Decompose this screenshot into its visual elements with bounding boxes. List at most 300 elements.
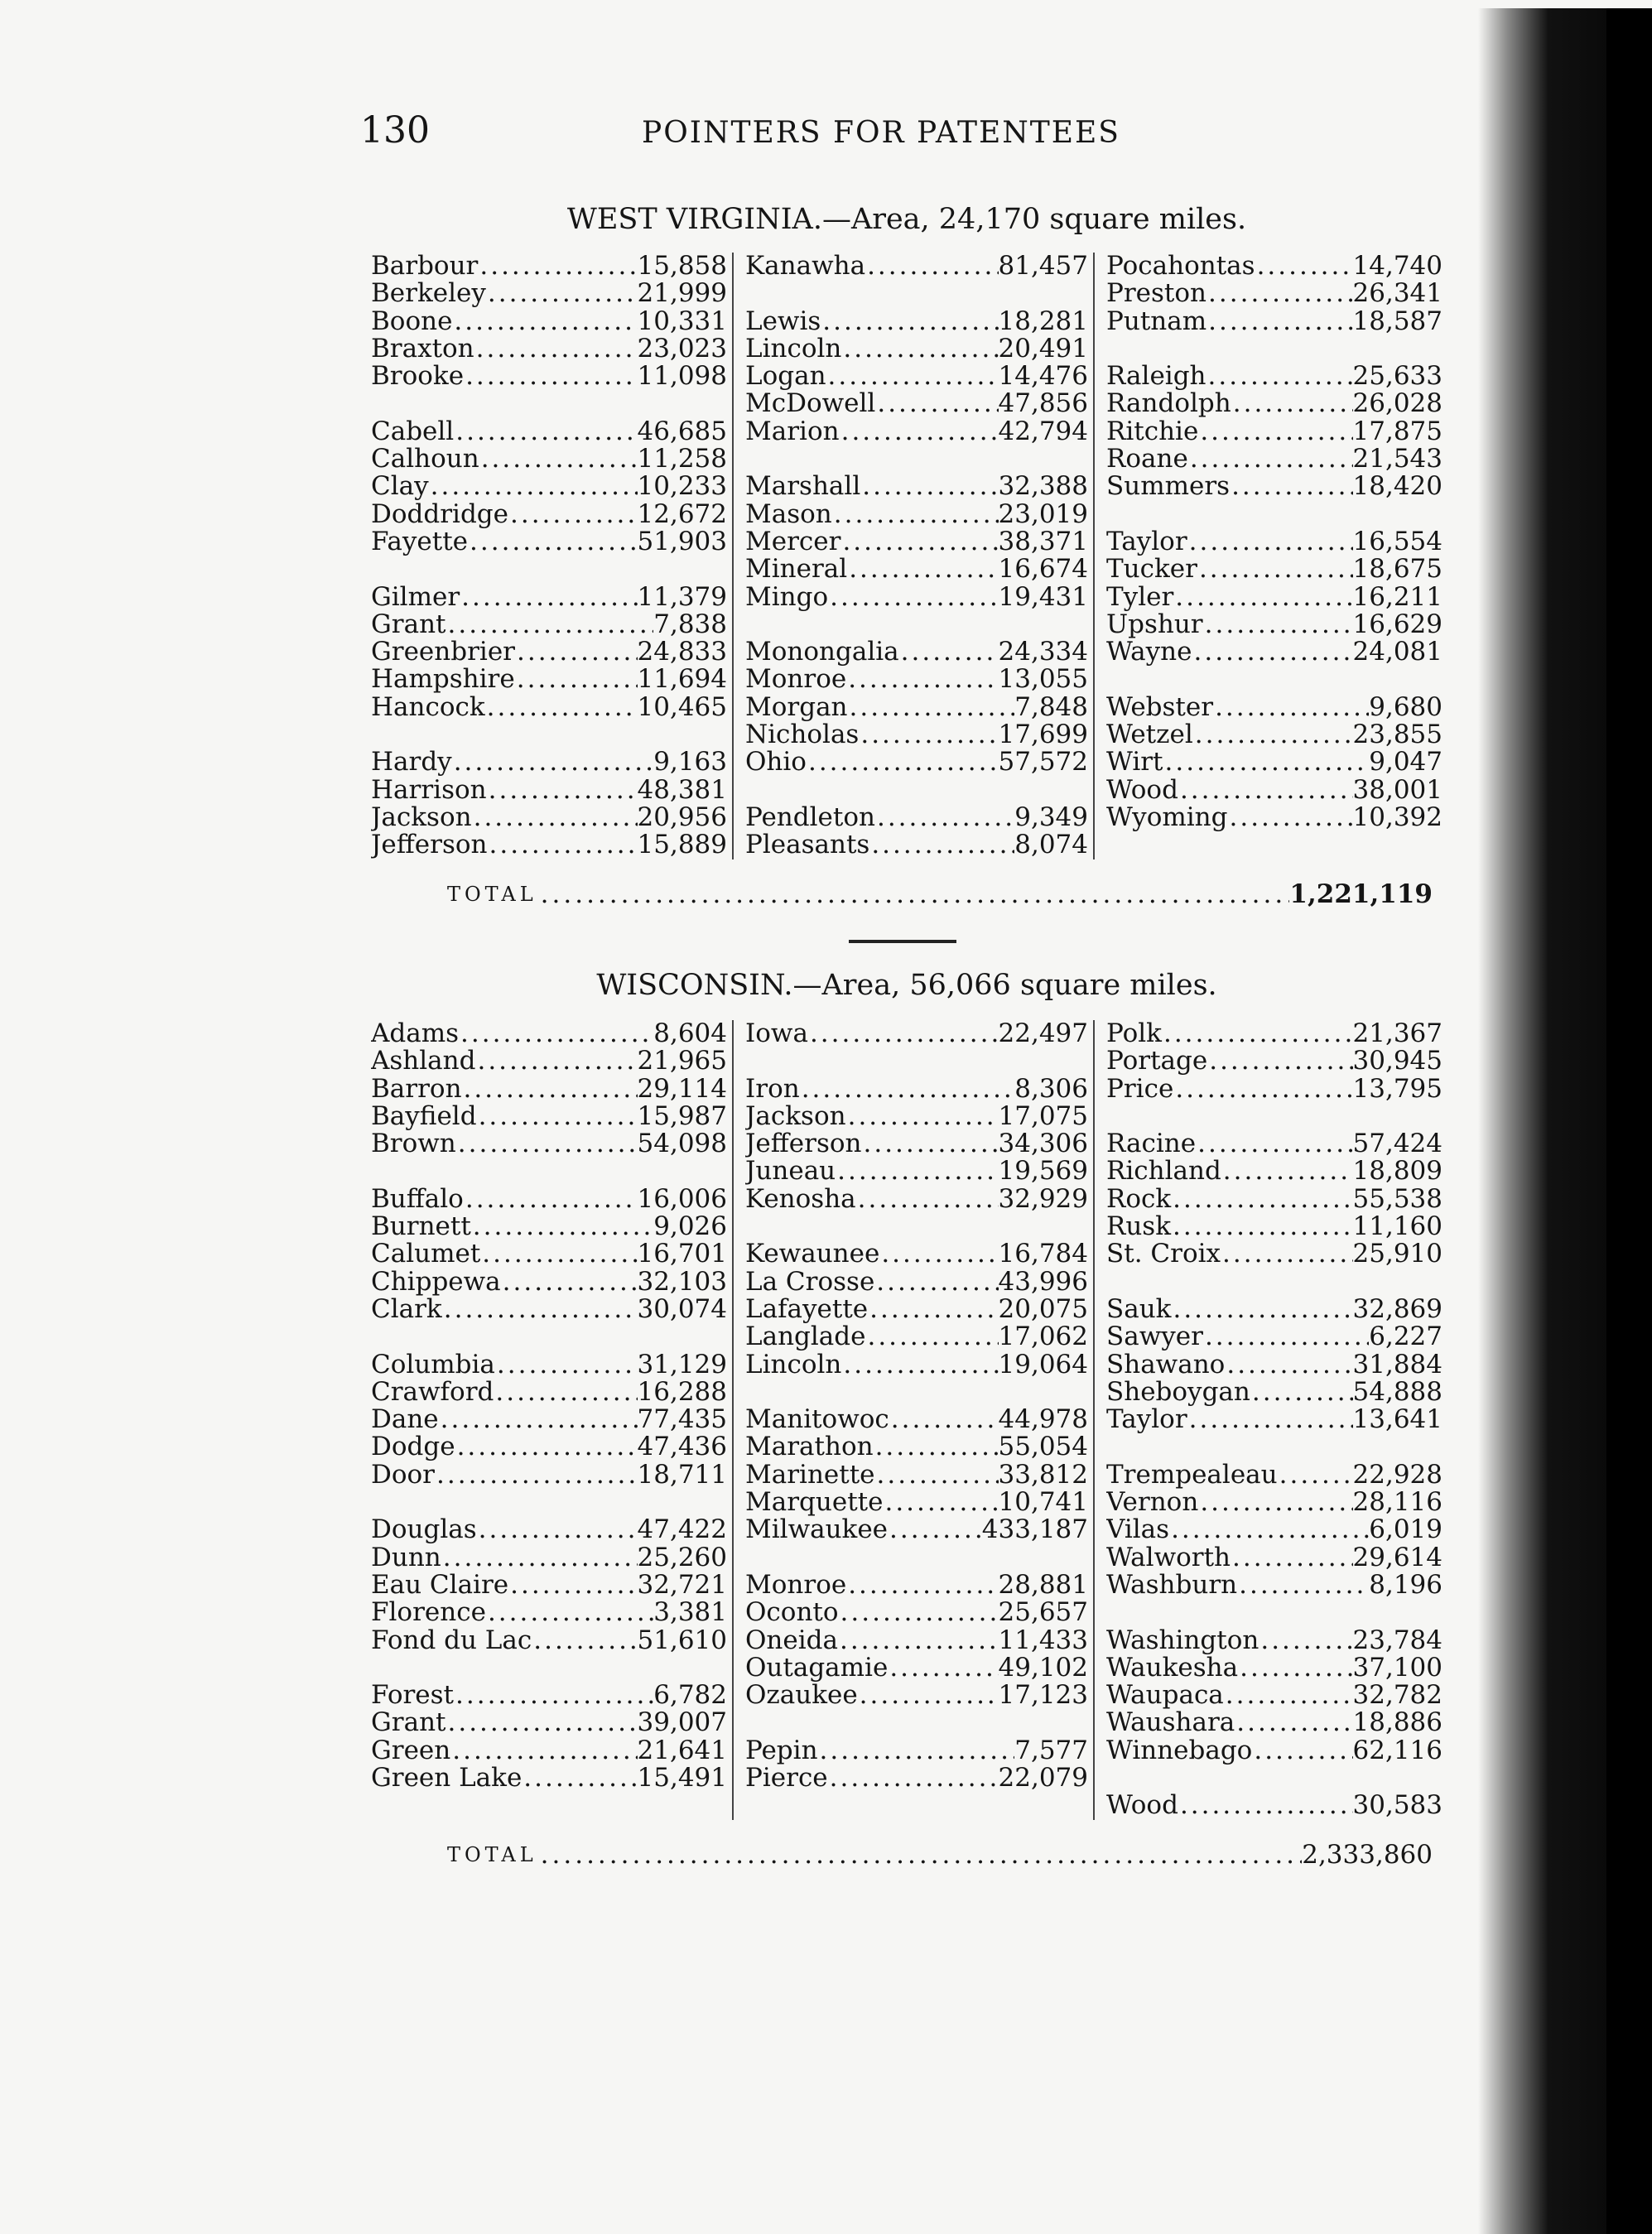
leader-dots [1198,1489,1352,1516]
county-population: 51,903 [637,527,727,556]
county-name: Morgan [745,693,848,722]
county-population: 8,604 [653,1020,727,1048]
county-row [745,253,1088,280]
county-row [1106,1020,1442,1047]
county-row [1106,1709,1442,1736]
blank-row [745,1792,1088,1819]
county-name: Taylor [1106,527,1187,556]
county-name: Outagamie [745,1654,889,1683]
leader-dots [1203,1323,1369,1351]
leader-dots [460,584,637,611]
leader-dots [1237,1572,1369,1599]
leader-dots [508,1572,637,1599]
county-population: 42,794 [998,417,1088,446]
county-population: 11,433 [998,1626,1088,1654]
county-name: Preston [1106,280,1207,308]
county-population: 17,075 [998,1102,1088,1131]
county-name: Wayne [1106,638,1192,667]
leader-dots [442,1296,638,1323]
blank-row [745,1379,1088,1406]
leader-dots [1227,804,1352,831]
county-name: Brown [371,1130,456,1158]
county-population: 26,341 [1352,280,1442,308]
county-population: 433,187 [981,1516,1088,1544]
county-row [745,363,1088,390]
county-row [745,1599,1088,1626]
county-population: 37,100 [1352,1654,1442,1683]
total-value: 2,333,860 [1302,1840,1433,1870]
county-population: 15,858 [637,253,727,281]
county-name: Braxton [371,335,474,364]
leader-dots [450,1737,637,1765]
county-name: Portage [1106,1047,1208,1076]
county-row [371,1186,727,1213]
county-row [1106,1130,1442,1158]
leader-dots [477,1103,638,1130]
county-row [371,253,727,280]
county-row [745,473,1088,500]
county-row [745,528,1088,556]
county-population: 38,371 [998,527,1088,556]
county-row [1106,308,1442,335]
county-population: 55,054 [998,1433,1088,1461]
county-row [1106,1572,1442,1599]
total-line-wisconsin [447,1840,1433,1870]
county-population: 10,465 [637,693,727,722]
county-name: Fond du Lac [371,1626,532,1654]
county-row [1106,1516,1442,1543]
county-row [371,831,727,859]
county-population: 62,116 [1352,1736,1442,1765]
blank-row [1106,666,1442,693]
county-population: 77,435 [637,1406,727,1434]
county-population: 28,881 [998,1571,1088,1600]
leader-dots [889,1406,999,1433]
county-name: Iowa [745,1020,808,1048]
leader-dots [1278,1461,1353,1489]
county-name: Hampshire [371,666,515,694]
county-row [745,584,1088,611]
county-row [371,308,727,335]
county-row [1106,1737,1442,1765]
county-population: 12,672 [637,500,727,528]
county-population: 23,019 [998,500,1088,528]
leader-dots [459,1020,653,1047]
blank-row [745,280,1088,307]
leader-dots [875,390,998,417]
county-row [745,1186,1088,1213]
section-title-west-virginia: WEST VIRGINIA.—Area, 24,170 square miles. [566,203,1247,236]
leader-dots [446,611,654,638]
county-population: 34,306 [998,1130,1088,1158]
blank-row [745,777,1088,804]
leader-dots [441,1544,638,1572]
county-row [745,501,1088,528]
leader-dots [488,831,638,859]
blank-row [745,1709,1088,1736]
county-population: 30,945 [1352,1047,1442,1076]
county-row [745,1130,1088,1158]
county-population: 13,055 [998,666,1088,694]
county-name: Barbour [371,253,479,281]
county-name: Tyler [1106,583,1174,611]
county-name: Putnam [1106,307,1207,335]
county-name: Taylor [1106,1406,1187,1434]
county-row [745,1572,1088,1599]
county-name: Chippewa [371,1268,501,1296]
county-row [1106,804,1442,831]
county-name: Price [1106,1075,1174,1103]
county-column [371,1020,732,1820]
leader-dots [828,1765,999,1792]
leader-dots [1213,694,1369,721]
leader-dots [1187,1406,1353,1433]
county-population: 15,889 [637,831,727,859]
county-row [745,1461,1088,1489]
county-name: Winnebago [1106,1736,1253,1765]
county-row [371,1737,727,1765]
leader-dots [838,1627,999,1654]
leader-dots [860,473,998,500]
county-population: 54,888 [1352,1378,1442,1407]
county-name: Marinette [745,1461,875,1490]
county-name: Lewis [745,307,821,335]
blank-row [1106,1765,1442,1792]
leader-dots [452,749,654,776]
county-population: 16,211 [1352,583,1442,611]
county-row [371,418,727,445]
county-name: Monroe [745,666,847,694]
leader-dots [468,528,638,556]
county-population: 13,641 [1352,1406,1442,1434]
county-row [1106,1323,1442,1351]
leader-dots [1221,1240,1353,1268]
county-population: 6,019 [1369,1516,1442,1544]
county-row [745,694,1088,721]
leader-dots [471,1213,653,1240]
leader-dots [455,1433,638,1461]
county-population: 8,306 [1014,1075,1088,1103]
county-row [745,418,1088,445]
county-name: Gilmer [371,583,460,611]
county-population: 54,098 [637,1130,727,1158]
leader-dots [532,1627,637,1654]
county-row [745,1489,1088,1516]
county-name: Burnett [371,1213,471,1241]
county-row [745,721,1088,749]
running-head: POINTERS FOR PATENTEES [642,116,1120,150]
blank-row [1106,501,1442,528]
leader-dots [818,1737,1015,1765]
leader-dots [1171,1213,1353,1240]
county-name: Grant [371,610,446,639]
county-row [371,584,727,611]
leader-dots [1250,1379,1353,1406]
county-population: 38,001 [1352,776,1442,804]
leader-dots [479,445,638,473]
leader-dots [846,1572,998,1599]
county-row [1106,1461,1442,1489]
leader-dots [1171,1296,1352,1323]
county-population: 8,074 [1014,831,1088,859]
leader-dots [1259,1627,1352,1654]
county-name: Pierce [745,1765,828,1793]
county-name: Dane [371,1406,439,1434]
county-row [371,1269,727,1296]
county-row [1106,694,1442,721]
leader-dots [1231,1544,1353,1572]
leader-dots [856,1186,999,1213]
county-row [371,1433,727,1461]
leader-dots [1255,253,1353,280]
county-row [745,1654,1088,1682]
county-name: Doddridge [371,500,508,528]
county-name: Rock [1106,1185,1172,1214]
county-population: 16,674 [998,556,1088,584]
county-row [1106,1186,1442,1213]
county-row [371,473,727,500]
county-name: Dodge [371,1433,455,1461]
county-population: 19,431 [998,583,1088,611]
leader-dots [826,363,999,390]
county-name: Ozaukee [745,1682,858,1710]
county-population: 6,227 [1369,1323,1442,1351]
county-population: 20,956 [637,803,727,832]
leader-dots [1162,1020,1353,1047]
county-population: 9,026 [653,1213,727,1241]
leader-dots [1230,473,1352,500]
county-row [1106,777,1442,804]
county-name: Mercer [745,527,841,556]
county-row [371,1572,727,1599]
county-population: 11,098 [637,363,727,391]
county-row [1106,528,1442,556]
county-population: 20,075 [998,1295,1088,1324]
county-name: Douglas [371,1516,477,1544]
blank-row [1106,1599,1442,1626]
county-row [745,831,1088,859]
county-population: 14,740 [1352,253,1442,281]
county-name: Richland [1106,1158,1221,1186]
county-row [745,390,1088,417]
leader-dots [859,721,998,749]
leader-dots [477,1516,638,1543]
county-row [745,1406,1088,1433]
county-row [745,1627,1088,1654]
county-population: 49,102 [998,1654,1088,1683]
county-population: 47,436 [637,1433,727,1461]
county-name: Kanawha [745,253,866,281]
county-population: 16,701 [637,1240,727,1269]
county-row [1106,638,1442,666]
county-name: Wirt [1106,749,1163,777]
county-name: Polk [1106,1020,1162,1048]
county-population: 25,910 [1352,1240,1442,1269]
county-row [371,777,727,804]
leader-dots [1224,1682,1353,1709]
county-row [745,1158,1088,1185]
county-population: 31,884 [1352,1351,1442,1379]
blank-row [371,1489,727,1516]
county-population: 47,856 [998,390,1088,418]
county-name: Summers [1106,473,1231,501]
county-population: 18,711 [637,1461,727,1490]
county-name: Pocahontas [1106,253,1255,281]
blank-row [745,1047,1088,1075]
county-row [1106,1489,1442,1516]
section-divider [849,940,956,943]
county-population: 18,420 [1352,473,1442,501]
county-population: 21,367 [1352,1020,1442,1048]
county-name: Wood [1106,1792,1178,1820]
leader-dots [501,1269,638,1296]
county-name: Hancock [371,693,485,722]
county-row [371,1461,727,1489]
leader-dots [836,1158,998,1185]
leader-dots [869,831,1014,859]
county-population: 14,476 [998,363,1088,391]
blank-row [371,1654,727,1682]
county-name: Kewaunee [745,1240,880,1269]
county-name: Ohio [745,749,807,777]
county-column [371,253,732,859]
leader-dots [464,363,637,390]
blank-row [745,445,1088,473]
total-value: 1,221,119 [1289,879,1433,909]
county-name: Juneau [745,1158,836,1186]
blank-row [1106,1269,1442,1296]
county-row [371,1240,727,1268]
county-row [745,1765,1088,1792]
county-row [1106,445,1442,473]
county-name: Nicholas [745,721,860,749]
county-population: 43,996 [998,1268,1088,1296]
leader-dots [1169,1516,1369,1543]
leader-dots [808,1020,999,1047]
county-name: Wetzel [1106,721,1193,749]
county-name: Washburn [1106,1571,1238,1600]
county-population: 8,196 [1369,1571,1442,1600]
county-row [1106,390,1442,417]
page-number: 130 [360,109,430,152]
county-row [1106,1654,1442,1682]
county-population: 32,782 [1352,1682,1442,1710]
blank-row [1106,335,1442,363]
leader-dots [841,1351,998,1379]
leader-dots [515,666,638,693]
county-name: Waushara [1106,1709,1235,1737]
county-population: 18,281 [998,307,1088,335]
county-name: Wyoming [1106,803,1228,832]
county-population: 11,160 [1352,1213,1442,1241]
section-title-wisconsin: WISCONSIN.—Area, 56,066 square miles. [596,969,1217,1002]
county-column [1093,1020,1447,1820]
county-row [745,1020,1088,1047]
county-name: Iron [745,1075,800,1103]
leader-dots [858,1682,999,1709]
leader-dots [1206,363,1353,390]
county-row [371,1047,727,1075]
leader-dots [494,1379,637,1406]
county-row [1106,1351,1442,1379]
county-population: 22,079 [998,1765,1088,1793]
county-row [371,1765,727,1792]
leader-dots [868,1296,998,1323]
county-population: 7,848 [1014,693,1088,722]
county-name: Monongalia [745,638,899,667]
leader-dots [462,1076,638,1103]
county-name: Florence [371,1599,486,1627]
county-population: 20,491 [998,335,1088,364]
county-name: St. Croix [1106,1240,1221,1269]
county-row [371,1709,727,1736]
county-name: Boone [371,307,453,335]
county-row [371,501,727,528]
county-table-west-virginia [371,253,1447,859]
county-population: 57,424 [1352,1130,1442,1158]
county-population: 13,795 [1352,1075,1442,1103]
county-name: Marathon [745,1433,874,1461]
county-row [1106,1792,1442,1819]
leader-dots [537,1840,1303,1870]
leader-dots [865,1323,998,1351]
county-population: 9,047 [1369,749,1442,777]
leader-dots [495,1351,638,1379]
leader-dots [486,280,638,307]
leader-dots [454,1682,653,1709]
county-name: Calumet [371,1240,481,1269]
county-column [732,1020,1093,1820]
leader-dots [1235,1709,1352,1736]
county-row [371,1213,727,1240]
county-population: 18,809 [1352,1158,1442,1186]
county-name: Crawford [371,1378,494,1407]
county-row [745,1433,1088,1461]
leader-dots [875,1461,999,1489]
county-name: Buffalo [371,1185,464,1214]
county-name: Sheboygan [1106,1378,1250,1407]
county-name: Ritchie [1106,417,1199,446]
county-name: Wood [1106,776,1178,804]
county-row [371,363,727,390]
leader-dots [1173,584,1352,611]
county-name: Green Lake [371,1765,523,1793]
total-label: TOTAL [447,883,537,906]
county-name: Webster [1106,693,1214,722]
leader-dots [486,1599,653,1626]
county-name: Walworth [1106,1543,1231,1572]
county-name: Trempealeau [1106,1461,1278,1490]
county-population: 44,978 [998,1406,1088,1434]
county-name: Clark [371,1295,442,1324]
county-population: 10,741 [998,1489,1088,1517]
leader-dots [474,335,638,363]
county-population: 30,074 [637,1295,727,1324]
county-row [371,280,727,307]
county-population: 26,028 [1352,390,1442,418]
county-population: 3,381 [653,1599,727,1627]
county-population: 24,334 [998,638,1088,667]
county-population: 18,886 [1352,1709,1442,1737]
county-population: 32,869 [1352,1295,1442,1324]
county-name: Clay [371,473,429,501]
county-name: Greenbrier [371,638,515,667]
county-row [745,1682,1088,1709]
county-population: 47,422 [637,1516,727,1544]
county-name: Door [371,1461,436,1490]
leader-dots [846,1103,999,1130]
leader-dots [1163,749,1370,776]
